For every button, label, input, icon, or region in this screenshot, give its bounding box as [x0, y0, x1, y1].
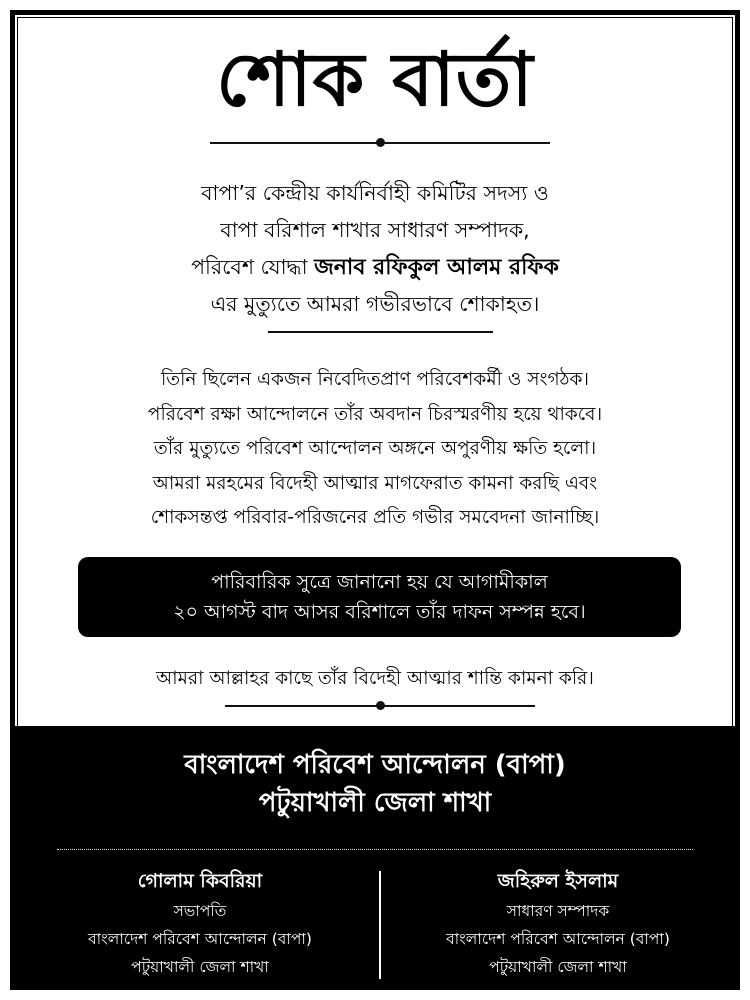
deceased-name: জনাব রফিকুল আলম রফিক — [314, 255, 559, 280]
obituary-notice — [10, 10, 740, 990]
title-divider-dot — [376, 138, 385, 147]
president-name: গোলাম কিবরিয়া — [137, 870, 263, 892]
footer-dotted-divider — [57, 849, 693, 850]
president-signature-block — [35, 865, 365, 981]
body-line-4: আমরা মরহমের বিদেহী আত্মার মাগফেরাত কামনা করছি এবং — [152, 472, 598, 494]
intro-line-2: বাপা বরিশাল শাখার সাধারণ সম্পাদক, — [220, 218, 530, 242]
prayer-divider-dot — [376, 701, 385, 710]
organization-name: বাংলাদেশ পরিবেশ আন্দোলন (বাপা) — [184, 750, 566, 780]
intro-line-3-prefix: পরিবেশ যোদ্ধা — [191, 255, 308, 279]
notice-title: শোক বার্তা — [216, 37, 534, 123]
intro-divider — [268, 331, 493, 333]
secretary-name: জহিরুল ইসলাম — [497, 870, 619, 892]
president-branch: পটুয়াখালী জেলা শাখা — [131, 958, 269, 976]
funeral-notice-box — [78, 557, 681, 637]
secretary-organization: বাংলাদেশ পরিবেশ আন্দোলন (বাপা) — [446, 930, 670, 948]
body-line-5: শোকসন্তপ্ত পরিবার-পরিজনের প্রতি গভীর সমবেদনা জানাচ্ছি। — [150, 507, 600, 528]
intro-paragraph — [15, 175, 735, 323]
intro-line-4: এর মুত্যুতে আমরা গভীরভাবে শোকাহত। — [210, 292, 540, 316]
secretary-signature-block — [393, 865, 723, 981]
body-line-1: তিনি ছিলেন একজন নিবেদিতপ্রাণ পরিবেশকর্মী ও সংগঠক। — [160, 369, 590, 390]
funeral-notice-line-2: ২০ আগস্ট বাদ আসর বরিশালে তাঁর দাফন সম্পন্ন হবে। — [173, 601, 586, 623]
body-line-3: তাঁর মুত্যুতে পরিবেশ আন্দোলন অঙ্গনে অপুরণীয় ক্ষতি হলো। — [153, 438, 597, 459]
organization-heading — [15, 746, 735, 822]
signature-separator — [379, 871, 381, 979]
secretary-branch: পটুয়াখালী জেলা শাখা — [489, 958, 627, 976]
president-role: সভাপতি — [173, 902, 227, 920]
footer-signatures — [15, 726, 735, 990]
prayer-line: আমরা আল্লাহর কাছে তাঁর বিদেহী আত্মার শান্তি কামনা করি। — [156, 668, 594, 689]
body-line-2: পরিবেশ রক্ষা আন্দোলনে তাঁর অবদান চিরস্মরণীয় হয়ে থাকবে। — [147, 403, 603, 425]
funeral-notice-line-1: পারিবারিক সুত্রে জানানো হয় যে আগামীকাল — [211, 571, 548, 593]
intro-line-1: বাপা’র কেন্দ্রীয় কার্যনির্বাহী কমিটির সদস্য ও — [201, 181, 549, 205]
body-paragraph — [15, 363, 735, 536]
president-organization: বাংলাদেশ পরিবেশ আন্দোলন (বাপা) — [88, 930, 312, 948]
secretary-role: সাধারণ সম্পাদক — [506, 902, 610, 920]
organization-branch: পটুয়াখালী জেলা শাখা — [258, 788, 492, 818]
intro-line-3 — [15, 249, 735, 286]
